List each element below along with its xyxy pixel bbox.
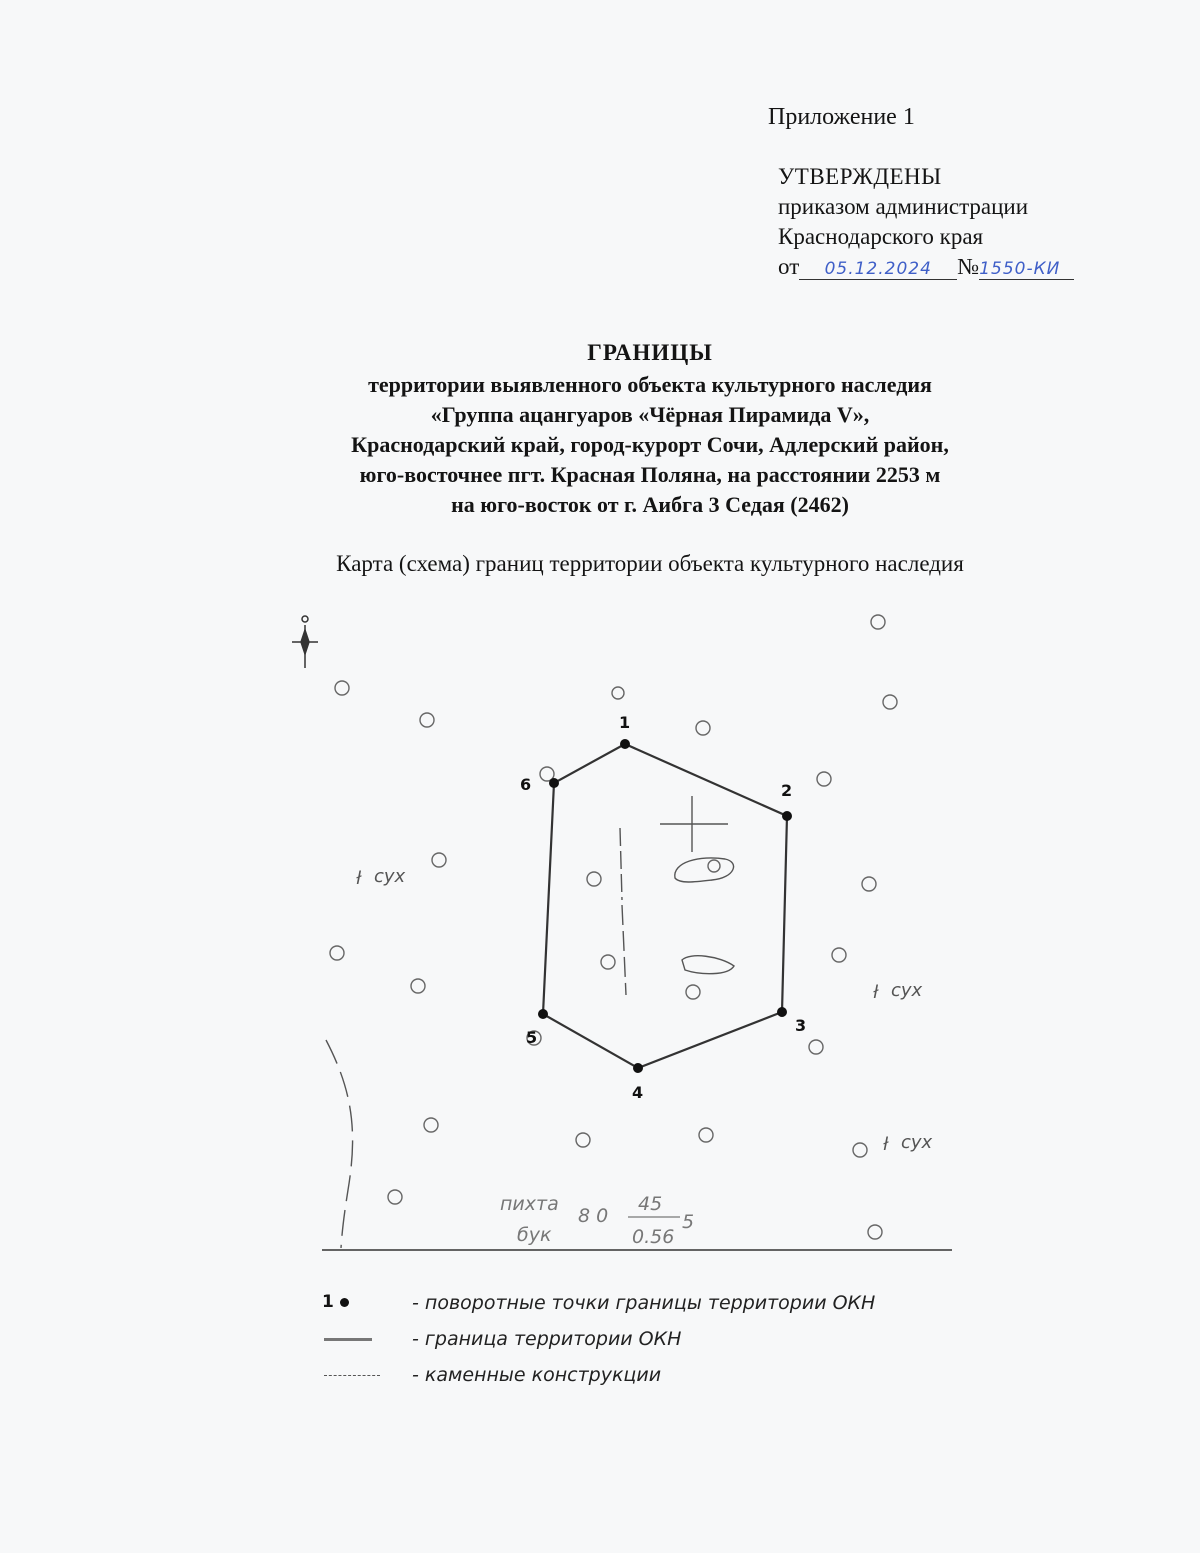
- approved-line-2: приказом администрации: [778, 194, 1029, 219]
- number-prefix: №: [957, 254, 980, 279]
- turning-point-symbol: [320, 1288, 400, 1318]
- handwritten-date: 05.12.2024: [799, 259, 957, 280]
- approved-line-1: УТВЕРЖДЕНЫ: [778, 164, 942, 189]
- title-line-3: Краснодарский край, город-курорт Сочи, Адлерский район,: [351, 432, 949, 457]
- point-label-1: 1: [619, 713, 631, 732]
- svg-text:ł: ł: [883, 1134, 889, 1155]
- map-caption: Карта (схема) границ территории объекта культурного наследия: [336, 551, 964, 576]
- turning-point-1: [620, 739, 630, 749]
- title-line-4: юго-восточнее пгт. Красная Поляна, на расстоянии 2253 м: [359, 462, 941, 487]
- point-label-3: 3: [795, 1016, 807, 1035]
- title-line-5: на юго-восток от г. Аибга 3 Седая (2462): [451, 492, 849, 517]
- svg-text:ł: ł: [873, 982, 879, 1003]
- tree-label-dry-3: сух: [901, 1132, 933, 1153]
- stone-constructions: [326, 796, 734, 1248]
- turning-point-6: [549, 778, 559, 788]
- point-label-4: 4: [632, 1083, 644, 1102]
- forest-denominator: 0.56: [632, 1226, 675, 1248]
- legend-point-number: 1: [322, 1292, 334, 1312]
- legend-text-stone: - каменные конструкции: [412, 1364, 662, 1386]
- tree-label-dry-2: сух: [891, 980, 923, 1001]
- turning-point-3: [777, 1007, 787, 1017]
- stone-line-symbol: [320, 1360, 400, 1390]
- tree-markers: [330, 615, 897, 1239]
- handwritten-number: 1550-КИ: [979, 259, 1074, 280]
- legend-text-boundary: - граница территории ОКН: [412, 1328, 682, 1350]
- forest-suffix: 5: [682, 1211, 695, 1233]
- point-label-2: 2: [781, 781, 793, 800]
- date-prefix: от: [778, 254, 800, 279]
- point-label-6: 6: [520, 775, 532, 794]
- turning-point-5: [538, 1009, 548, 1019]
- dashed-line-icon: [324, 1375, 380, 1376]
- turning-point-2: [782, 811, 792, 821]
- turning-point-4: [633, 1063, 643, 1073]
- point-dot-icon: [340, 1298, 349, 1307]
- forest-numerator: 45: [638, 1193, 663, 1215]
- appendix-label: Приложение 1: [768, 104, 915, 130]
- title-main: ГРАНИЦЫ: [587, 340, 713, 365]
- svg-text:ł: ł: [356, 868, 362, 889]
- forest-composition: 8 0: [578, 1205, 609, 1227]
- title-line-1: территории выявленного объекта культурного наследия: [368, 372, 932, 397]
- boundary-line-symbol: [320, 1324, 400, 1354]
- point-label-5: 5: [526, 1028, 538, 1047]
- tree-label-dry-1: сух: [374, 866, 406, 887]
- okn-boundary: [543, 744, 787, 1068]
- forest-species-2: бук: [517, 1224, 552, 1246]
- forest-species-1: пихта: [500, 1193, 559, 1215]
- boundary-line-icon: [324, 1338, 372, 1341]
- north-arrow-icon: [292, 616, 318, 668]
- legend-text-turning-points: - поворотные точки границы территории ОКН: [412, 1292, 876, 1314]
- approved-line-3: Краснодарского края: [778, 224, 984, 249]
- title-line-2: «Группа ацангуаров «Чёрная Пирамида V»,: [430, 402, 870, 427]
